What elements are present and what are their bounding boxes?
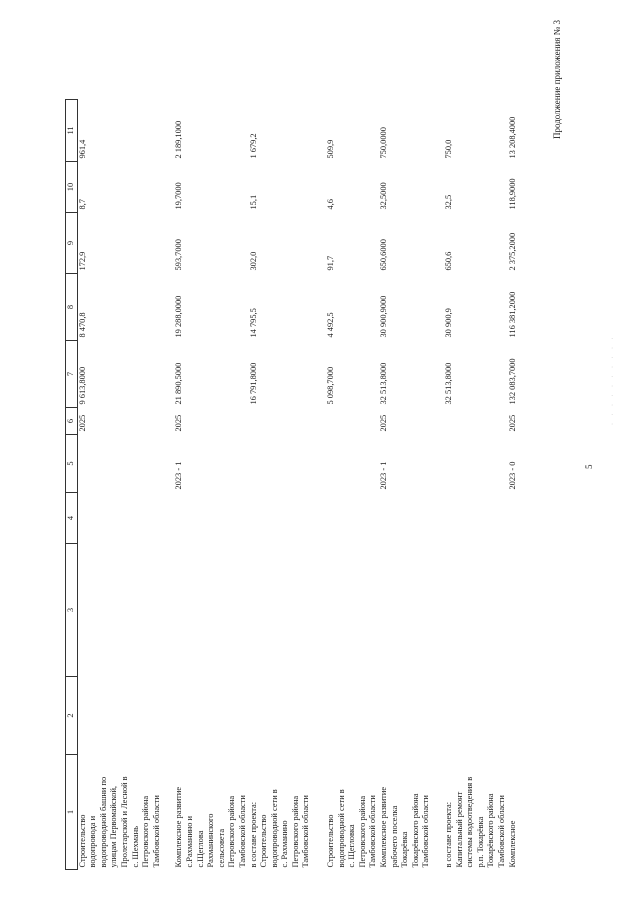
cell-c7: 21 890,5000 (174, 362, 184, 405)
object-name-line: Петровского района (227, 795, 237, 868)
cell-c9: 650,6 (444, 251, 453, 271)
cell-c11: 509,9 (326, 139, 336, 159)
object-name-line: Строительство (259, 814, 269, 868)
col-header: 4 (66, 493, 78, 544)
cell-object-name (162, 755, 248, 870)
cell-c7: 32 513,8000 (379, 362, 389, 405)
page-number: 5 (584, 464, 594, 469)
cell-col2 (77, 677, 162, 755)
cell-col4 (379, 493, 432, 544)
cell-col4 (162, 493, 248, 544)
cell-c10: 4,6 (326, 199, 336, 210)
col-header: 2 (66, 677, 78, 755)
cell-c9: 302,0 (248, 251, 258, 271)
cell-c8: 19 288,0000 (174, 295, 184, 338)
object-name-line: Тамбовской области (301, 795, 311, 868)
cell-object-name (379, 755, 432, 870)
object-name-line: Петровского района (141, 795, 151, 868)
object-name-line: с. Щегловка (347, 824, 357, 868)
object-name-line: сельсовета (216, 828, 226, 868)
cell-c10: 32,5 (444, 194, 453, 210)
cell-c11: 750,0 (444, 139, 453, 159)
cell-c10: 8,7 (77, 199, 87, 210)
object-name-line: в составе проекта: (444, 801, 453, 868)
object-name-line: в составе проекта: (248, 801, 258, 868)
object-name-line: с. Рахманино (280, 820, 290, 868)
table-body (77, 100, 518, 870)
cell-c5 (249, 435, 313, 493)
object-name-line: Строительство (326, 814, 336, 868)
cell-col2 (249, 677, 313, 755)
cell-c10: 118,9000 (507, 178, 517, 210)
cell-col2 (379, 677, 432, 755)
object-name-line: системы водоотведения в (465, 776, 475, 868)
object-name-line: Комплексное развитие (174, 786, 184, 868)
object-name-line: водопроводной сети в (336, 789, 346, 868)
cell-object-name (312, 755, 379, 870)
cell-c7: 132 083,7000 (507, 358, 517, 405)
col-header: 5 (66, 435, 78, 493)
object-name-line: Тамбовской области (237, 795, 247, 868)
object-name-line: Комплексное развитие (379, 786, 389, 868)
object-name-line: р.п. Токарёвка (475, 816, 485, 868)
cell-col4 (508, 493, 519, 544)
faint-header-text: · · · · · · · · · · (610, 334, 616, 425)
cell-c6: 2025 (174, 414, 184, 432)
cell-c8: 30 900,9000 (379, 295, 389, 338)
cell-c9: 2 375,2000 (507, 232, 517, 271)
cell-c9: 650,6000 (379, 239, 389, 271)
object-name-line: Капитальный ремонт (454, 791, 464, 868)
cell-col3 (77, 544, 162, 677)
object-name-line: Петровского района (357, 795, 367, 868)
col-header: 3 (66, 544, 78, 677)
cell-c8: 8 470,8 (77, 312, 87, 338)
cell-c6 (249, 408, 313, 435)
cell-col4 (312, 493, 379, 544)
table-row (77, 100, 162, 870)
cell-col4 (77, 493, 162, 544)
cell-col3 (249, 544, 313, 677)
object-name-line: Комплексное (507, 820, 517, 868)
cell-col3 (312, 544, 379, 677)
cell-c10: 15,1 (248, 194, 258, 210)
cell-c5 (77, 435, 162, 493)
object-name-line: Токарёвского района (410, 793, 420, 868)
cell-col3 (379, 544, 432, 677)
object-name-line: Токарёвка (400, 831, 410, 868)
object-name-line: Петровского района (290, 795, 300, 868)
object-name-line: Тамбовской области (421, 795, 431, 868)
cell-col2 (162, 677, 248, 755)
data-table (65, 99, 518, 870)
table-row (432, 100, 508, 870)
cell-c5: 2023 - 1 (174, 461, 184, 490)
cell-c9: 91,7 (326, 255, 336, 271)
table-row (312, 100, 379, 870)
col-header: 7 (66, 341, 78, 408)
cell-c8: 14 795,5 (248, 308, 258, 338)
col-header: 1 (66, 755, 78, 870)
table-row (162, 100, 248, 870)
cell-c5: 2023 - 1 (379, 461, 389, 490)
cell-col3 (432, 544, 508, 677)
object-name-line: с. Шехмань (130, 826, 140, 868)
cell-c11: 13 208,4000 (507, 116, 517, 159)
table-row (379, 100, 432, 870)
cell-object-name (77, 755, 162, 870)
object-name-line: водопровода и (88, 815, 98, 868)
cell-c6 (312, 408, 379, 435)
object-name-line: Тамбовской области (496, 795, 506, 868)
cell-c11: 750,0000 (379, 127, 389, 159)
column-header-row (66, 100, 78, 870)
cell-c5: 2023 - 0 (507, 461, 517, 490)
cell-c5 (432, 435, 508, 493)
cell-c9: 593,7000 (174, 239, 184, 271)
cell-c6: 2025 (507, 414, 517, 432)
cell-c7: 5 098,7000 (326, 366, 336, 405)
object-name-line: водопроводной сети в (269, 789, 279, 868)
cell-c6 (432, 408, 508, 435)
cell-c6: 2025 (379, 414, 389, 432)
cell-c10: 32,5000 (379, 182, 389, 210)
cell-c5 (312, 435, 379, 493)
col-header: 11 (66, 100, 78, 162)
object-name-line: Пролетарской и Лесной в (119, 776, 129, 868)
cell-c8: 30 900,9 (444, 308, 453, 338)
cell-col3 (508, 544, 519, 677)
object-name-line: с.Щеглова (195, 830, 205, 868)
table-row (249, 100, 313, 870)
cell-c11: 1 679,2 (248, 133, 258, 159)
object-name-line: улицам Первомайской, (109, 785, 119, 868)
object-name-line: Строительство (77, 814, 87, 868)
cell-object-name (249, 755, 313, 870)
cell-object-name (432, 755, 508, 870)
cell-c11: 2 189,1000 (174, 120, 184, 159)
col-header: 8 (66, 274, 78, 341)
cell-col2 (432, 677, 508, 755)
cell-col2 (312, 677, 379, 755)
cell-col3 (162, 544, 248, 677)
cell-c6: 2025 (77, 414, 87, 432)
object-name-line: водопроводной башни по (98, 776, 108, 868)
appendix-continuation-title: Продолжение приложения № 3 (552, 20, 562, 140)
object-name-line: Тамбовской области (151, 795, 161, 868)
cell-c7: 32 513,8000 (444, 362, 453, 405)
table-row (508, 100, 519, 870)
cell-c9: 172,9 (77, 251, 87, 271)
col-header: 6 (66, 408, 78, 435)
object-name-line: Токарёвского района (486, 793, 496, 868)
object-name-line: рабочего поселка (389, 805, 399, 868)
object-name-line: с.Рахманино и (184, 815, 194, 868)
cell-col4 (249, 493, 313, 544)
cell-col2 (508, 677, 519, 755)
cell-c8: 116 381,2000 (507, 291, 517, 338)
cell-c10: 19,7000 (174, 182, 184, 210)
object-name-line: Тамбовской области (368, 795, 378, 868)
cell-c7: 9 613,8000 (77, 366, 87, 405)
col-header: 10 (66, 162, 78, 213)
cell-col4 (432, 493, 508, 544)
cell-c11: 961,4 (77, 139, 87, 159)
object-name-line: Рахманинского (206, 813, 216, 868)
cell-object-name (508, 755, 519, 870)
col-header: 9 (66, 213, 78, 274)
cell-c7: 16 791,8000 (248, 362, 258, 405)
cell-c8: 4 492,5 (326, 312, 336, 338)
